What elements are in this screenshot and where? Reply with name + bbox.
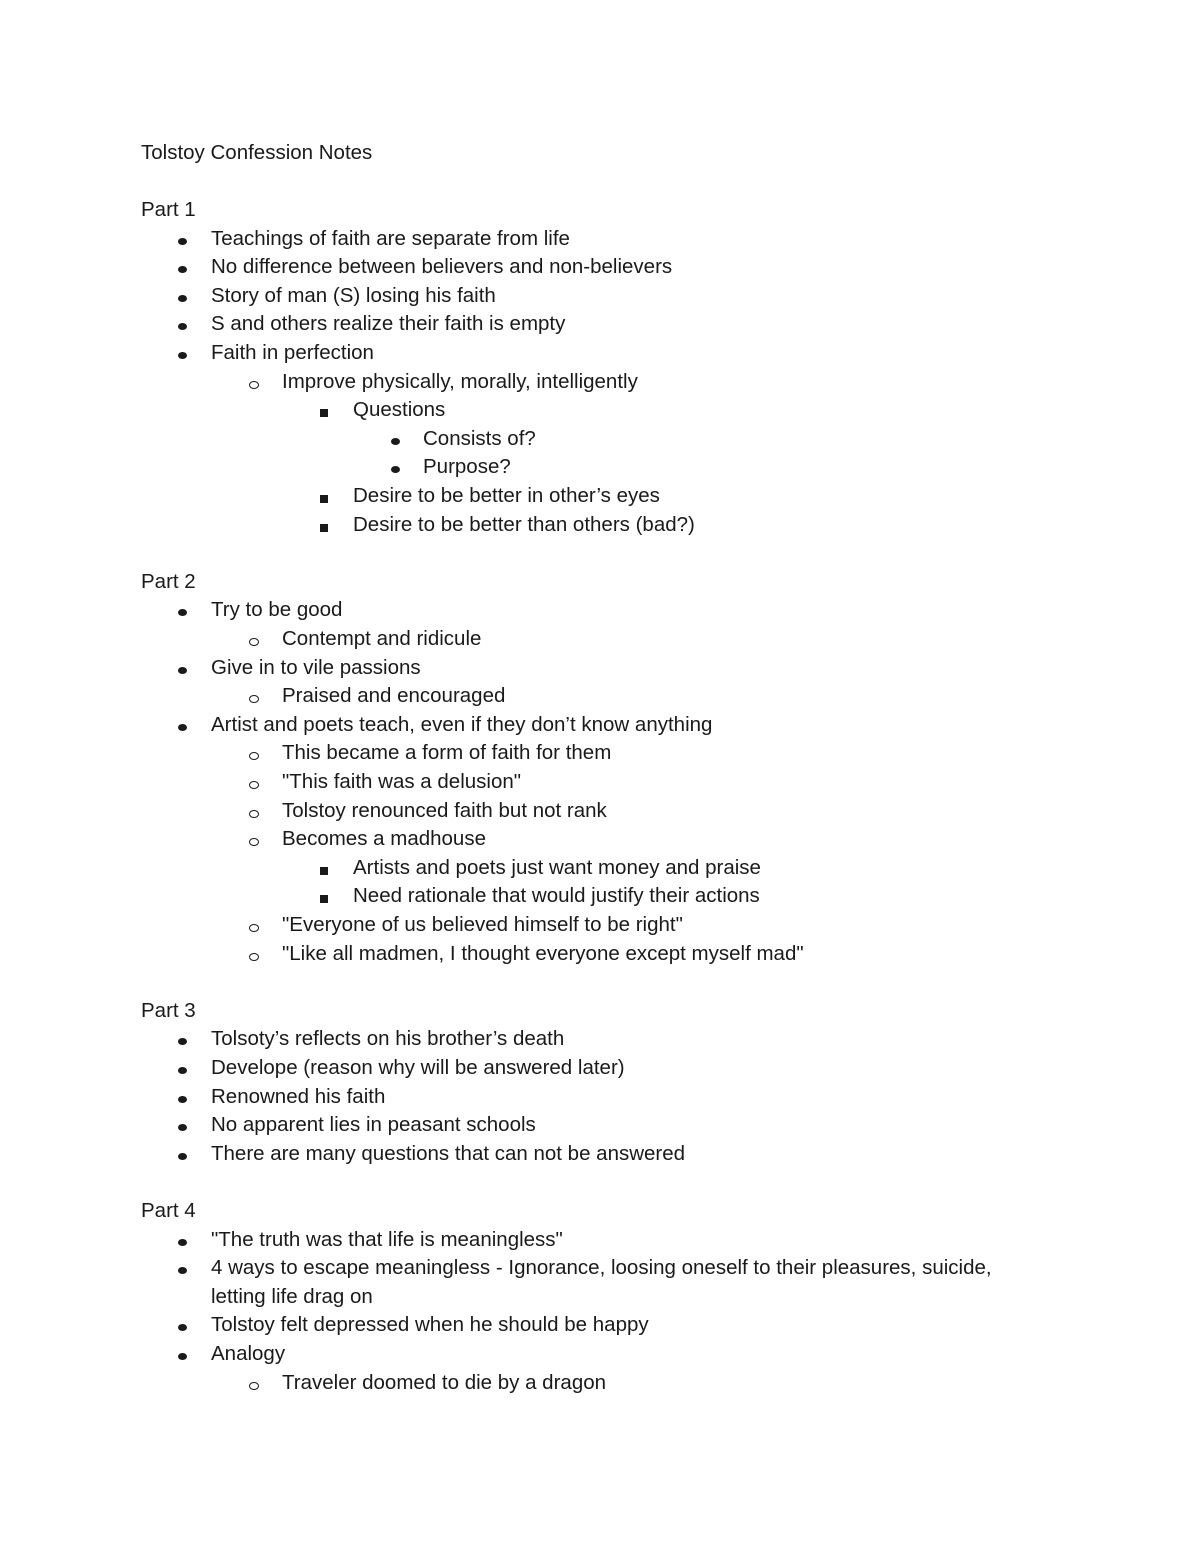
section-heading: Part 4	[141, 1199, 196, 1222]
bullet-square-icon	[320, 867, 328, 875]
bullet-circle-icon	[249, 838, 259, 846]
list-item: Artist and poets teach, even if they don’t know anything	[211, 712, 713, 736]
list-item: "The truth was that life is meaningless"	[211, 1227, 563, 1251]
bullet-disc-icon	[178, 1067, 187, 1074]
list-item: Analogy	[211, 1342, 286, 1365]
list-item: Questions	[353, 398, 446, 422]
bullet-disc-icon	[178, 1239, 187, 1246]
bullet-disc-icon	[178, 238, 187, 245]
list-item: 4 ways to escape meaningless - Ignorance, loosing oneself to their pleasures, suicide,	[211, 1256, 992, 1280]
list-item: Teachings of faith are separate from life	[211, 226, 570, 250]
list-item: Praised and encouraged	[282, 684, 506, 708]
list-item: S and others realize their faith is empty	[211, 312, 566, 336]
list-item: Consists of?	[423, 426, 536, 450]
list-item: Faith in perfection	[211, 341, 374, 364]
bullet-disc-icon	[178, 1124, 187, 1131]
bullet-disc-icon	[178, 1153, 187, 1160]
bullet-disc-icon	[391, 438, 400, 445]
document-title: Tolstoy Confession Notes	[141, 141, 373, 164]
list-item: "This faith was a delusion"	[282, 770, 522, 793]
bullet-circle-icon	[249, 695, 259, 703]
bullet-disc-icon	[391, 466, 400, 473]
bullet-circle-icon	[249, 810, 259, 818]
bullet-square-icon	[320, 409, 328, 417]
list-item: Artists and poets just want money and praise	[353, 855, 761, 879]
bullet-circle-icon	[249, 381, 259, 389]
list-item: Develope (reason why will be answered later)	[211, 1056, 625, 1079]
bullet-disc-icon	[178, 352, 187, 359]
bullet-circle-icon	[249, 781, 259, 789]
bullet-circle-icon	[249, 638, 259, 646]
bullet-circle-icon	[249, 924, 259, 932]
bullet-disc-icon	[178, 1324, 187, 1331]
bullet-disc-icon	[178, 667, 187, 674]
bullet-disc-icon	[178, 295, 187, 302]
list-item: "Like all madmen, I thought everyone except myself mad"	[282, 941, 804, 965]
bullet-disc-icon	[178, 266, 187, 273]
list-item: "Everyone of us believed himself to be right"	[282, 913, 683, 936]
bullet-disc-icon	[178, 323, 187, 330]
list-item: Tolstoy renounced faith but not rank	[282, 798, 607, 822]
list-item: Contempt and ridicule	[282, 627, 482, 650]
list-item: Need rationale that would justify their actions	[353, 884, 760, 908]
bullet-circle-icon	[249, 953, 259, 961]
bullet-square-icon	[320, 895, 328, 903]
list-item: Try to be good	[211, 598, 343, 622]
list-item-continuation: letting life drag on	[211, 1284, 373, 1308]
bullet-disc-icon	[178, 609, 187, 616]
list-item: Story of man (S) losing his faith	[211, 283, 496, 307]
list-item: Give in to vile passions	[211, 655, 421, 679]
list-item: Desire to be better in other’s eyes	[353, 484, 660, 507]
section-heading: Part 3	[141, 998, 196, 1022]
list-item: Renowned his faith	[211, 1084, 386, 1108]
bullet-disc-icon	[178, 1267, 187, 1274]
section-heading: Part 2	[141, 569, 196, 593]
list-item: There are many questions that can not be answered	[211, 1141, 686, 1165]
bullet-circle-icon	[249, 1382, 259, 1390]
list-item: Improve physically, morally, intelligently	[282, 369, 638, 393]
list-item: Tolstoy felt depressed when he should be happy	[211, 1313, 649, 1337]
list-item: Traveler doomed to die by a dragon	[282, 1370, 607, 1394]
bullet-circle-icon	[249, 752, 259, 760]
bullet-disc-icon	[178, 1096, 187, 1103]
section-heading: Part 1	[141, 198, 196, 221]
list-item: Desire to be better than others (bad?)	[353, 512, 695, 536]
list-item: No apparent lies in peasant schools	[211, 1113, 536, 1137]
list-item: Becomes a madhouse	[282, 827, 486, 851]
list-item: No difference between believers and non-believers	[211, 255, 673, 279]
bullet-square-icon	[320, 524, 328, 532]
list-item: Purpose?	[423, 455, 511, 479]
list-item: Tolsoty’s reflects on his brother’s death	[211, 1027, 565, 1051]
bullet-disc-icon	[178, 1038, 187, 1045]
list-item: This became a form of faith for them	[282, 741, 612, 765]
bullet-square-icon	[320, 495, 328, 503]
bullet-disc-icon	[178, 1353, 187, 1360]
bullet-disc-icon	[178, 724, 187, 731]
